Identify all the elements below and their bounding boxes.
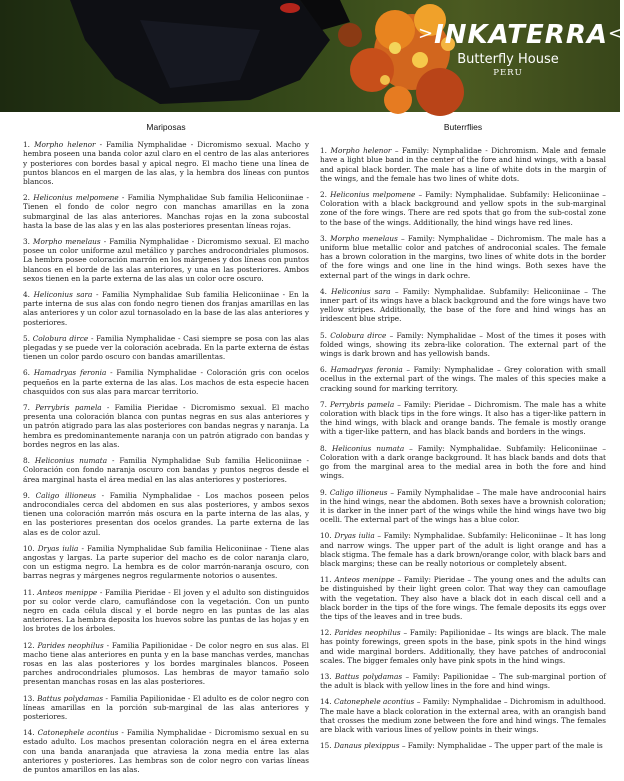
species-name: Morpho helenor — [330, 146, 392, 156]
species-name: Dryas iulia — [37, 543, 79, 553]
species-name: Catonephele acontius — [334, 697, 415, 707]
species-entry — [320, 531, 606, 568]
entry-number: 13. — [23, 693, 38, 703]
species-name: Heliconius melpomene — [33, 193, 119, 203]
species-entry — [320, 365, 606, 393]
species-description: - Familia Papilionidae - El adulto es de color negro con líneas amarillas en la porción sub-marginal de las alas anteriores y posteriores. — [23, 693, 309, 721]
species-name: Danaus plexippus — [333, 741, 400, 751]
entry-number: 9. — [23, 490, 36, 500]
entry-number: 6. — [320, 365, 331, 375]
species-name: Morpho menelaus — [33, 237, 101, 247]
species-description: - Familia Nymphalidae Sub familia Heliconiinae - En la parte interna de sus alas con fondo negro tienen dos franjas amarillas en las alas anteriores y un color azul tornasolado en la base de las alas anteriores y posteriores. — [23, 290, 309, 327]
entry-number: 10. — [23, 543, 38, 553]
entry-number: 14. — [320, 697, 335, 707]
species-name: Hamadryas feronia — [33, 368, 107, 378]
species-description: - Familia Papilionidae - De color negro en sus alas. El macho tiene alas anteriores en punta y en la base manchas verdes, manchas rosas en las alas posteriores y los bordes marginales blancos. Poseen parches androcondriales plumosos. Las hembras de mayor tamaño solo presentan manchas rosas en las alas posteriores. — [23, 640, 310, 687]
species-entry — [23, 544, 309, 581]
species-entry — [320, 628, 606, 665]
species-description: - Familia Nymphalidae - Dicromismo sexual. Macho y hembra poseen una banda color azul claro en el centro de las alas anteriores y posteriores con bordes basal y apical negro. El macho tiene una línea de puntos blancos en el margen de las alas, y la hembra dos líneas con puntos blancos. — [23, 140, 310, 187]
english-entries — [320, 146, 606, 750]
spanish-column — [23, 123, 309, 781]
species-entry — [320, 400, 606, 437]
entry-number: 7. — [23, 403, 36, 413]
species-entry — [320, 697, 606, 734]
species-entry — [320, 672, 606, 690]
species-entry — [23, 290, 309, 327]
entry-number: 8. — [320, 443, 332, 453]
species-description: – Family: Nymphalidae. Subfamily: Heliconiinae – Coloration with a black background and yellow spots in the sub-marginal zone of the fore wings. There are red spots that go from the sub-costal zone to the base of the wings. Additionally, the hind wings have red lines. — [320, 190, 606, 227]
header-banner — [0, 0, 624, 112]
species-description: – Family: Pieridae – Dichromism. The male has a white coloration with black tips in the fore wings. It also has a tiger-like pattern in the hind wings, with black and orange bands. The female is mostly orange with a tiger-like pattern, and has black bands and borders in the wings. — [320, 399, 606, 437]
english-title: Buterrflies — [443, 122, 483, 132]
species-name: Caligo illioneus — [35, 490, 97, 500]
species-name: Colobura dirce — [330, 330, 387, 340]
species-name: Hamadryas feronia — [330, 365, 403, 375]
species-name: Parides neophilus — [37, 640, 104, 650]
entry-number: 2. — [320, 190, 331, 200]
species-entry — [23, 588, 309, 634]
entry-number: 8. — [23, 456, 35, 466]
species-description: - Familia Nymphalidae - Coloración gris con ocelos pequeños en la parte externa de las alas. Los machos de esta especie hacen chasquidos con sus alas para marcar territorio. — [23, 368, 309, 396]
species-description: – Family: Papilionidae – The sub-marginal portion of the adult is black with yellow lines in the fore and hind wings. — [320, 671, 606, 691]
species-entry — [23, 237, 309, 283]
species-name: Battus polydamas — [335, 671, 403, 681]
species-description: – Family: Nymphalidae. Subfamily: Heliconiinae – It has long and narrow wings. The upper part of the adult is light orange and has a black stigma. The female has a dark brown/orange color, with black bars and black margins; these can be really notorious or completely absent. — [320, 531, 607, 568]
species-description: – Family: Pieridae – The young ones and the adults can be distinguished by their light green color. That way they can camouflage with the vegetation. They also have a black dot in each discal cell and a black border in the tips of the fore wings. The female deposits its eggs over the tips of the leaves and in tree buds. — [320, 575, 606, 621]
entry-number: 3. — [23, 237, 34, 247]
brand-block — [418, 20, 624, 78]
species-entry — [23, 456, 309, 484]
species-name: Parides neophilus — [334, 628, 401, 638]
entry-number: 11. — [23, 587, 38, 597]
species-entry — [320, 190, 606, 227]
entry-number: 5. — [320, 330, 331, 340]
entry-number: 5. — [23, 333, 33, 343]
species-description: – Family: Nymphalidae – Grey coloration with small ocellus in the external part of the wings. The males of this species make a cracking sound for marking territory. — [320, 365, 606, 393]
spanish-entries — [23, 140, 309, 774]
entry-number: 14. — [23, 728, 38, 738]
species-description: - Familia Nymphalidae - Dicromismo sexual en su estado adulto. Los machos presentan coloración negra en el área externa con una banda anaranjada que atraviesa la zona media entre las alas anteriores y posteriores. Las hembras son de color negro con varias líneas de puntos amarillos en las alas. — [23, 728, 309, 774]
species-name: Perrybris pamela — [35, 403, 102, 413]
entry-number: 11. — [320, 575, 335, 585]
species-description: - Familia Nymphalidae - Los machos poseen pelos androcondiales cerca del abdomen en sus alas posteriores, y ambos sexos tienen una coloración marrón más oscura en la parte interna de las alas, y en las posteriores presentan dos ocelos grandes. La parte externa de las alas es de color azul. — [23, 490, 309, 537]
species-description: - Familia Nymphalidae Sub familia Heliconiinae - Tiene alas angostas y largas. La parte superior del macho es de color naranja claro, con un estigma negro. La hembra es de color marrón-naranja oscuro, con barras negras y márgenes negros regularmente notorios o ausentes. — [23, 543, 309, 581]
species-description: - Familia Nymphalidae Sub familia Heliconiinae - Tienen el fondo de color negro con manchas amarillas en la zona submarginal de las alas anteriores. Manchas rojas en la zona subcostal hasta la base de las alas y en las alas posteriores presentan líneas rojas. — [23, 193, 309, 230]
entry-number: 1. — [320, 146, 331, 156]
species-description: - Familia Pieridae - Dicromismo sexual. El macho presenta una coloración blanca con puntas negras en sus alas anteriores y un patrón atigrado para las alas posteriores con bandas negras y naranja. La hembra es predominantemente naranja con un patrón atigrado con bandas y bordes negros en las alas. — [23, 403, 309, 449]
species-description: - Familia Nymphalidae - Casi siempre se posa con las alas plegadas y se puede ver la coloración acebrada. En la parte externa de éstas tienen un color pardo oscuro con bandas amarillentas. — [23, 333, 309, 362]
entry-number: 10. — [320, 531, 335, 541]
species-description: - Familia Nymphalidae Sub familia Heliconiinae - Coloración con fondo naranja oscuro con bandas y puntos negros desde el área marginal hasta el área medial en las alas anteriores y posteriores. — [23, 456, 310, 484]
entry-number: 3. — [320, 233, 331, 243]
species-name: Heliconius sara — [33, 290, 93, 300]
species-entry — [23, 193, 309, 230]
species-entry — [23, 140, 309, 186]
species-entry — [23, 694, 309, 722]
species-entry — [23, 728, 309, 774]
entry-number: 4. — [320, 286, 332, 296]
entry-number: 12. — [23, 640, 38, 650]
species-entry — [320, 488, 606, 525]
header-country: PERU — [493, 68, 523, 78]
species-name: Morpho menelaus — [330, 233, 398, 243]
species-entry — [23, 334, 309, 362]
species-entry — [320, 287, 606, 324]
species-description: – Family: Nymphalidae – Most of the times it poses with folded wings, showing its zebra-like coloration. The external part of the wings is dark brown and has yellowish bands. — [320, 330, 606, 359]
entry-number: 7. — [320, 399, 330, 409]
entry-number: 1. — [23, 140, 35, 150]
species-name: Perrybris pamela — [329, 399, 395, 409]
species-description: – Family: Nymphalidae. Subfamily: Heliconiinae – Coloration with a dark orange background. It has black bands and dots that go from the marginal area to the medial area in both the fore and hind wings. — [320, 443, 606, 481]
species-entry — [320, 146, 606, 183]
species-name: Catonephele acontius — [37, 728, 119, 738]
species-entry — [320, 331, 606, 359]
entry-number: 9. — [320, 487, 330, 497]
species-name: Heliconius sara — [331, 286, 391, 296]
species-description: – Family Nymphalidae – The male have androconial hairs in the hind wings, near the abdomen. Both sexes have a brownish coloration; it is darker in the inner part of the wings while the hind wings have two big ocelli. The external part of the wings has a blue color. — [320, 487, 606, 525]
spanish-title: Mariposas — [146, 122, 186, 132]
entry-number: 13. — [320, 671, 336, 681]
entry-number: 12. — [320, 628, 335, 638]
species-entry — [320, 444, 606, 481]
entry-number: 4. — [23, 290, 34, 300]
species-entry — [320, 234, 606, 280]
species-name: Battus polydamas — [37, 693, 104, 703]
species-description: – Family: Papilionidae – Its wings are black. The male has pointy forewings, green spots in the base, pink spots in the hind wings and wide marginal borders. Additionally, they have patches of androconial scales. The bigger females only have pink spots in the hind wings. — [320, 628, 606, 665]
species-name: Caligo illioneus — [329, 487, 388, 497]
species-description: – Family: Nymphalidae – The upper part of the male is — [399, 741, 603, 751]
species-name: Anteos menippe — [37, 587, 98, 597]
species-description: – Family: Nymphalidae. Subfamily: Heliconiinae – The inner part of its wings have a black background and the fore wings have two yellow stripes. Additionally, the base of the fore and hind wings has an iridescent blue stripe. — [320, 286, 606, 324]
inkaterra-logo: >INKATERRA< — [418, 20, 624, 50]
species-name: Heliconius numata — [34, 456, 108, 466]
entry-number: 2. — [23, 193, 34, 203]
entry-number: 15. — [320, 741, 334, 751]
species-description: - Familia Pieridae - El joven y el adulto son distinguidos por su color verde claro, camuflándose con la vegetación. Con un punto negro en cada célula discal y el borde negro en las puntas de las alas anteriores. La hembra deposita los huevos sobre las puntas de las hojas y en los brotes de los árboles. — [23, 587, 309, 634]
species-entry — [23, 403, 309, 449]
species-name: Heliconius numata — [331, 443, 405, 453]
species-name: Dryas iulia — [334, 531, 375, 541]
species-description: – Family: Nymphalidae – Dichromism. The male has a uniform blue metallic color and patches of androconial scales. The female has a brown coloration in the margins, two lines of white dots in the border of the fore wings and one line in the hind wings. Both sexes have the external part of the wings in dark ochre. — [320, 233, 606, 280]
species-description: - Familia Nymphalidae - Dicromismo sexual. El macho posee un color uniforme azul metálico y parches androcondriales plumosos. La hembra posee coloración marrón en los márgenes y dos líneas con puntos blancos en el borde de las alas anteriores, y una en las posteriores. Ambos sexos tienen en la parte externa de las alas un color ocre oscuro. — [23, 237, 309, 283]
species-name: Heliconius melpomene — [330, 190, 416, 200]
species-name: Anteos menippe — [334, 575, 395, 585]
english-column — [320, 123, 606, 757]
species-name: Colobura dirce — [32, 333, 89, 343]
species-entry — [23, 368, 309, 396]
species-entry — [23, 491, 309, 537]
species-entry — [23, 641, 309, 687]
entry-number: 6. — [23, 368, 34, 378]
species-entry — [320, 741, 606, 750]
species-name: Morpho helenor — [34, 140, 96, 150]
species-description: – Family: Nymphalidae - Dichromism. Male and female have a light blue band in the center of the fore and hind wings, with a basal and apical black border. The male has a line of white dots in the margin of the wings, and the female has two lines of white dots. — [320, 146, 606, 183]
header-subtitle: Butterfly House — [457, 52, 559, 67]
species-entry — [320, 575, 606, 621]
species-description: – Family: Nymphalidae – Dichromism in adulthood. The male have a black coloration in the external area, with an orangish band that crosses the medium zone between the fore and hind wings. The females are black with various lines of yellow points in their wings. — [320, 697, 606, 734]
